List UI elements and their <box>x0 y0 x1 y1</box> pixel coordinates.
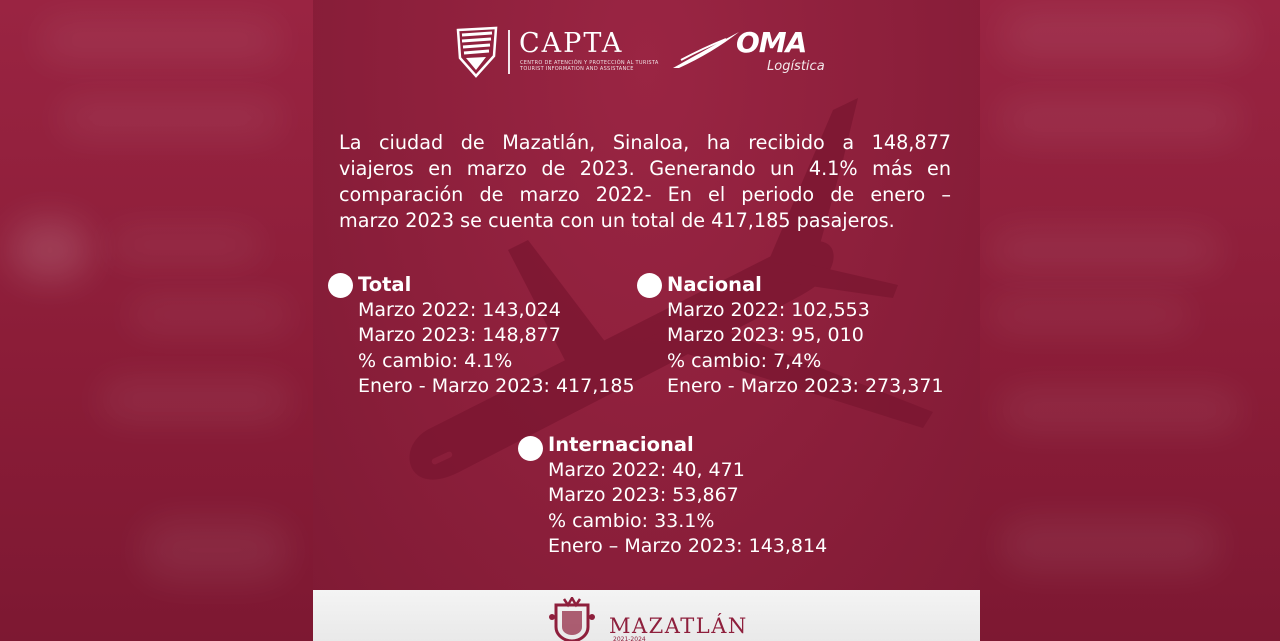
intro-line-2: viajeros en marzo de 2023. Generando un 4.1% más en <box>339 157 951 180</box>
intro-paragraph <box>339 130 951 234</box>
internacional-stats <box>548 432 827 560</box>
oma-subtitle: Logística <box>767 59 825 74</box>
blurred-background-left <box>0 0 313 641</box>
intro-line-3: comparación de marzo 2022- En el periodo de enero – <box>339 183 951 206</box>
oma-wordmark: OMA <box>736 26 807 59</box>
total-cambio: % cambio: 4.1% <box>358 349 513 372</box>
header-logos <box>313 26 980 82</box>
capta-subtitle-line-2: TOURIST INFORMATION AND ASSISTANCE <box>520 66 634 72</box>
capta-subtitle-line-1: CENTRO DE ATENCIÓN Y PROTECCIÓN AL TURISTA <box>520 60 659 66</box>
total-marzo-2022: Marzo 2022: 143,024 <box>358 298 561 321</box>
intro-line-4: marzo 2023 se cuenta con un total de 417,185 pasajeros. <box>339 209 895 232</box>
blurred-background-right <box>980 0 1280 641</box>
total-enero-marzo: Enero - Marzo 2023: 417,185 <box>358 375 635 397</box>
total-title: Total <box>358 273 412 296</box>
capta-subtitle <box>520 60 659 72</box>
internacional-marzo-2023: Marzo 2023: 53,867 <box>548 484 739 506</box>
footer-years: 2021-2024 <box>613 636 646 641</box>
bullet-dot-icon <box>328 273 353 298</box>
capta-wordmark: CAPTA <box>519 28 624 59</box>
nacional-title: Nacional <box>667 273 762 296</box>
nacional-cambio: % cambio: 7,4% <box>667 349 822 372</box>
internacional-cambio: % cambio: 33.1% <box>548 509 715 532</box>
total-marzo-2023: Marzo 2023: 148,877 <box>358 324 561 346</box>
nacional-enero-marzo: Enero - Marzo 2023: 273,371 <box>667 375 944 397</box>
internacional-marzo-2022: Marzo 2022: 40, 471 <box>548 458 745 481</box>
mazatlan-coat-of-arms-icon <box>548 597 596 641</box>
nacional-marzo-2022: Marzo 2022: 102,553 <box>667 298 870 321</box>
logo-divider <box>508 30 510 74</box>
total-stats <box>358 272 635 400</box>
internacional-title: Internacional <box>548 433 694 456</box>
intro-line-1: La ciudad de Mazatlán, Sinaloa, ha recibido a 148,877 <box>339 131 951 154</box>
footer-bar <box>313 590 980 641</box>
info-card <box>313 0 980 641</box>
nacional-stats <box>667 272 944 400</box>
internacional-enero-marzo: Enero – Marzo 2023: 143,814 <box>548 535 828 557</box>
bullet-dot-icon <box>518 436 543 461</box>
capta-logo-icon <box>456 26 498 78</box>
bullet-dot-icon <box>637 273 662 298</box>
nacional-marzo-2023: Marzo 2023: 95, 010 <box>667 324 864 346</box>
oma-swoosh-icon <box>671 30 741 70</box>
footer-city-name: MAZATLÁN <box>609 614 748 638</box>
